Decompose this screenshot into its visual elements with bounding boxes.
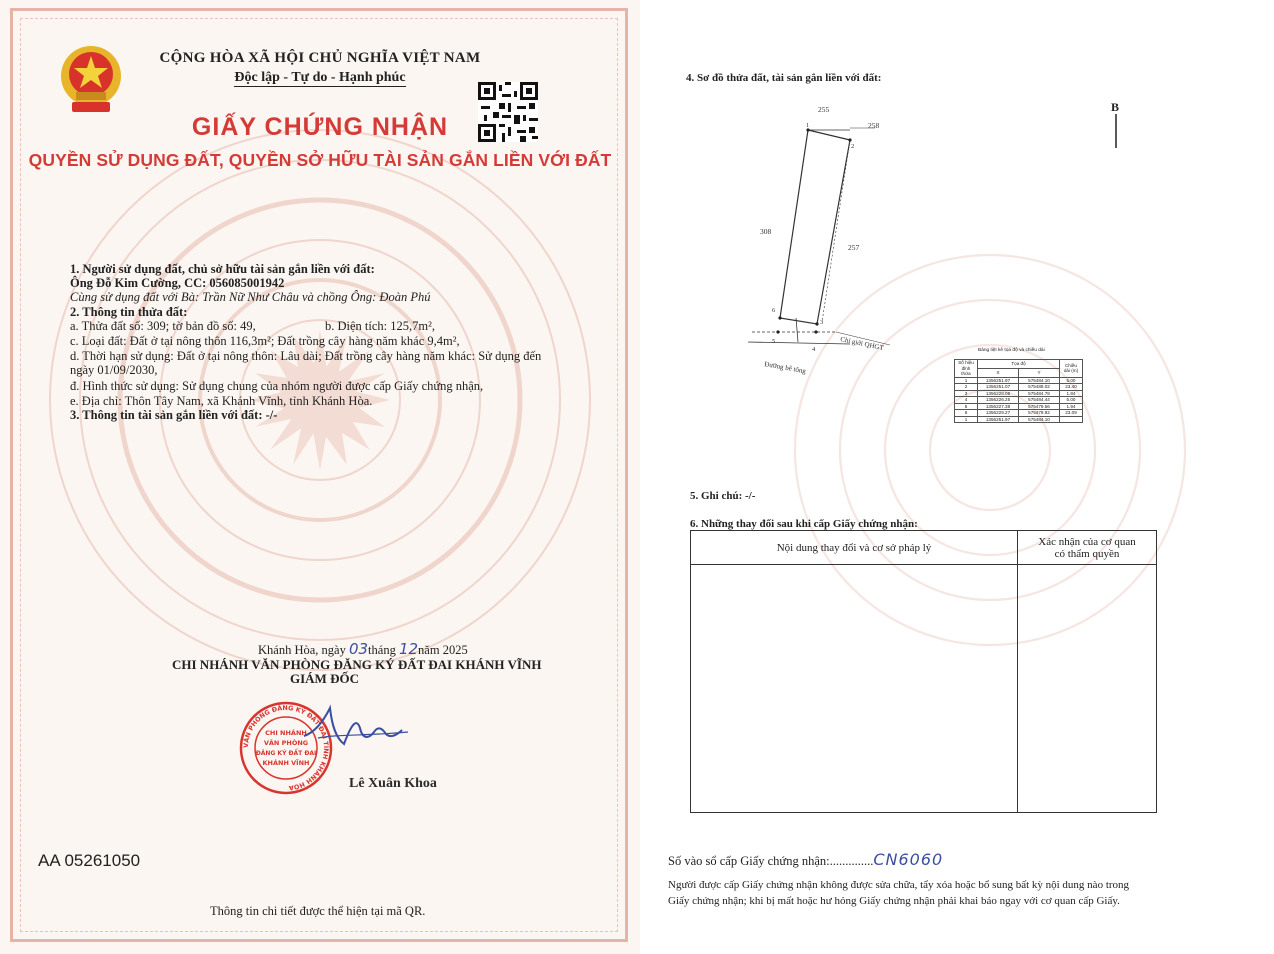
- coord-cell: 575489.02: [1019, 384, 1060, 391]
- qr-footer-note: Thông tin chi tiết được thể hiện tại mã QR.: [210, 904, 426, 918]
- changes-cell-empty: [1018, 565, 1157, 813]
- parcel-sketch-map: [740, 90, 940, 390]
- usage-term-line2: ngày 01/09/2030,: [70, 363, 158, 377]
- signer-name: Lê Xuân Khoa: [349, 776, 437, 791]
- coord-cell: 1356251.97: [978, 377, 1019, 384]
- coord-header-length: Chiều dài (m): [1060, 360, 1083, 378]
- certificate-serial: AA 05261050: [38, 851, 141, 870]
- section-6-heading: 6. Những thay đổi sau khi cấp Giấy chứng nhận:: [690, 518, 918, 530]
- stamp-line-1: CHI NHÁNH: [265, 729, 307, 737]
- coord-cell: 575479.92: [1019, 410, 1060, 417]
- map-label-308: 308: [760, 227, 772, 236]
- map-label-255: 255: [818, 105, 830, 114]
- map-point-1: 1: [806, 122, 810, 129]
- changes-header-confirm: [1018, 531, 1157, 565]
- changes-cell-empty: [691, 565, 1018, 813]
- certificate-title: GIẤY CHỨNG NHẬN: [191, 113, 449, 141]
- coordinate-table: [954, 359, 1083, 423]
- coord-cell: 1356251.97: [978, 416, 1019, 423]
- table-row: [955, 360, 1083, 369]
- coord-cell: 575484.10: [1019, 377, 1060, 384]
- coord-cell: 1356251.07: [978, 384, 1019, 391]
- date-day: 03: [348, 640, 369, 658]
- land-type: c. Loại đất: Đất ở tại nông thôn 116,3m²; Đất trồng cây hàng năm khác 9,4m²,: [70, 334, 460, 348]
- country-header: CỘNG HÒA XÃ HỘI CHỦ NGHĨA VIỆT NAM: [159, 50, 481, 66]
- coord-cell: 1356229.27: [978, 410, 1019, 417]
- table-row: [955, 416, 1083, 423]
- map-label-257: 257: [848, 243, 860, 252]
- coord-cell: 23.09: [1060, 410, 1083, 417]
- map-boundary-label: Chỉ giới QHGT: [839, 335, 885, 353]
- map-point-2: 2: [851, 143, 855, 150]
- changes-header-content: Nội dung thay đổi và cơ sở pháp lý: [691, 531, 1018, 565]
- stamp-line-3: ĐĂNG KÝ ĐẤT ĐAI: [255, 750, 317, 757]
- map-point-4: 4: [812, 346, 816, 353]
- stamp-line-4: KHÁNH VĨNH: [262, 759, 310, 767]
- coord-cell: [1060, 416, 1083, 423]
- changes-header-confirm-line1: Xác nhận của cơ quan: [1038, 535, 1136, 548]
- changes-table: [690, 530, 1157, 813]
- coord-cell: 575484.44: [1019, 397, 1060, 404]
- registry-number: CN6060: [873, 850, 944, 869]
- coord-cell: 5.00: [1060, 397, 1083, 404]
- parcel-number: a. Thửa đất số: 309; tờ bản đồ số: 49,: [70, 319, 256, 333]
- coord-cell: 4: [955, 397, 978, 404]
- section-1-heading: 1. Người sử dụng đất, chủ sở hữu tài sản gắn liền với đất:: [70, 262, 375, 276]
- coord-cell: 6: [955, 410, 978, 417]
- coord-subheader-y: Y: [1019, 368, 1060, 377]
- coord-cell: 1: [955, 416, 978, 423]
- coord-cell: 1.84: [1060, 390, 1083, 397]
- coord-header-coords: Tọa độ: [978, 360, 1060, 369]
- coord-cell: 1356226.25: [978, 397, 1019, 404]
- coord-cell: 3: [955, 390, 978, 397]
- map-road-label: Đường bê tông: [763, 360, 807, 376]
- issue-date: [258, 640, 468, 658]
- coord-cell: 575479.56: [1019, 403, 1060, 410]
- owner-line: Ông Đỗ Kim Cường, CC: 056085001942: [70, 276, 285, 290]
- map-point-5: 5: [772, 338, 776, 345]
- coord-cell: 1356228.06: [978, 390, 1019, 397]
- motto: [0, 70, 640, 86]
- stamp-ring-text: VĂN PHÒNG ĐĂNG KÝ ĐẤT ĐAI TỈNH KHÁNH HÒA: [241, 703, 331, 792]
- table-row: [691, 531, 1157, 565]
- section-3-heading: 3. Thông tin tài sản gắn liền với đất: -/-: [70, 408, 278, 422]
- registry-label: Số vào sổ cấp Giấy chứng nhận:..............: [668, 854, 874, 868]
- signer-position: GIÁM ĐỐC: [290, 671, 359, 686]
- usage-term-line1: d. Thời hạn sử dụng: Đất ở tại nông thôn: Lâu dài; Đất trồng cây hàng năm khác: Sử dụng đến: [70, 349, 542, 363]
- coord-cell: 1.94: [1060, 403, 1083, 410]
- map-label-258: 258: [868, 121, 880, 130]
- notice-line-1: Người được cấp Giấy chứng nhận không được sửa chữa, tẩy xóa hoặc bổ sung bất kỳ nội dung nào trong: [668, 879, 1130, 891]
- coord-cell: 575484.78: [1019, 390, 1060, 397]
- section-4-heading: 4. Sơ đồ thửa đất, tài sản gắn liền với đất:: [686, 72, 882, 84]
- section-2-heading: 2. Thông tin thửa đất:: [70, 305, 188, 319]
- changes-header-confirm-line2: có thẩm quyền: [1054, 547, 1120, 560]
- date-year: năm 2025: [418, 643, 468, 657]
- usage-form: đ. Hình thức sử dụng: Sử dụng chung của nhóm người được cấp Giấy chứng nhận,: [70, 379, 484, 393]
- coord-cell: 1356227.38: [978, 403, 1019, 410]
- coord-cell: 5: [955, 403, 978, 410]
- certificate-subtitle: QUYỀN SỬ DỤNG ĐẤT, QUYỀN SỞ HỮU TÀI SẢN GẮN LIỀN VỚI ĐẤT: [28, 150, 612, 170]
- co-owner-line: Cùng sử dụng đất với Bà: Trần Nữ Như Châu và chồng Ông: Đoàn Phú: [70, 290, 431, 304]
- parcel-area: b. Diện tích: 125,7m²,: [325, 319, 435, 333]
- coord-subheader-x: X: [978, 368, 1019, 377]
- north-label: B: [1111, 100, 1120, 114]
- handwritten-signature-icon: [298, 698, 418, 758]
- table-row: [691, 565, 1157, 813]
- date-month: 12: [398, 640, 419, 658]
- date-month-word: tháng: [368, 643, 396, 657]
- address: e. Địa chỉ: Thôn Tây Nam, xã Khánh Vĩnh, tỉnh Khánh Hòa.: [70, 394, 373, 408]
- date-prefix: Khánh Hòa, ngày: [258, 643, 346, 657]
- coord-cell: 5.00: [1060, 377, 1083, 384]
- stamp-line-2: VĂN PHÒNG: [263, 739, 309, 747]
- map-point-3: 3: [820, 319, 824, 326]
- issuing-office: CHI NHÁNH VĂN PHÒNG ĐĂNG KÝ ĐẤT ĐAI KHÁNH VĨNH: [172, 657, 542, 672]
- coord-cell: 1: [955, 377, 978, 384]
- coord-cell: 2: [955, 384, 978, 391]
- coord-table-caption: Bảng liệt kê tọa độ và chiều dài: [978, 348, 1045, 353]
- motto-text: Độc lập - Tự do - Hạnh phúc: [234, 70, 406, 85]
- registry-line: [668, 850, 943, 869]
- map-point-6: 6: [772, 307, 776, 314]
- section-5-notes: 5. Ghi chú: -/-: [690, 490, 756, 502]
- coord-cell: 23.40: [1060, 384, 1083, 391]
- notice-line-2: Giấy chứng nhận; khi bị mất hoặc hư hỏng Giấy chứng nhận phải khai báo ngay với cơ quan cấp Giấy.: [668, 895, 1120, 907]
- coord-cell: 575484.10: [1019, 416, 1060, 423]
- coord-header-vertex: Số hiệu đỉnh thửa: [955, 360, 978, 378]
